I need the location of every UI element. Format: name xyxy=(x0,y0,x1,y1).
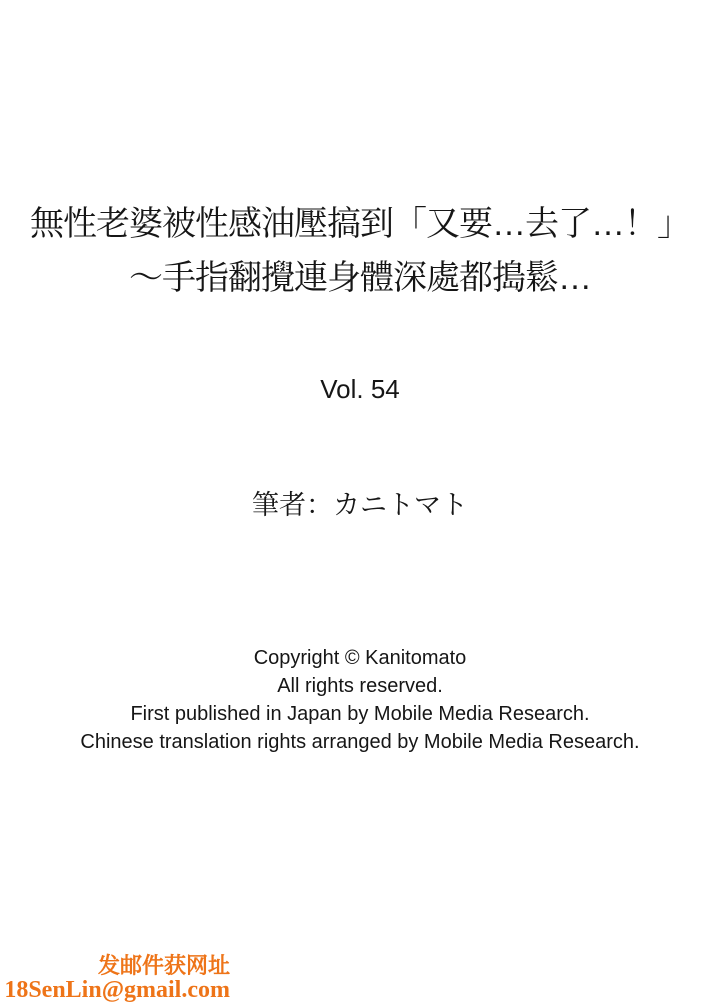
rights-reserved-line: All rights reserved. xyxy=(277,675,443,697)
first-published-line: First published in Japan by Mobile Media Research. xyxy=(130,703,590,725)
page-title-line2: ～手指翻攪連身體深處都搗鬆… xyxy=(129,259,591,297)
copyright-line: Copyright © Kanitomato xyxy=(253,647,467,669)
translation-rights-line: Chinese translation rights arranged by Mobile Media Research. xyxy=(80,731,640,753)
volume-label: Vol. 54 xyxy=(320,374,400,404)
watermark-caption: 发邮件获网址 xyxy=(97,953,230,978)
author-line: 筆者：カニトマト xyxy=(252,490,468,520)
page-title-line1: 無性老婆被性感油壓搞到「又要…去了…！」 xyxy=(30,205,690,243)
watermark-email: 18SenLin@gmail.com xyxy=(4,977,230,1003)
copyright-block xyxy=(0,644,720,756)
watermark-block xyxy=(0,953,230,1003)
